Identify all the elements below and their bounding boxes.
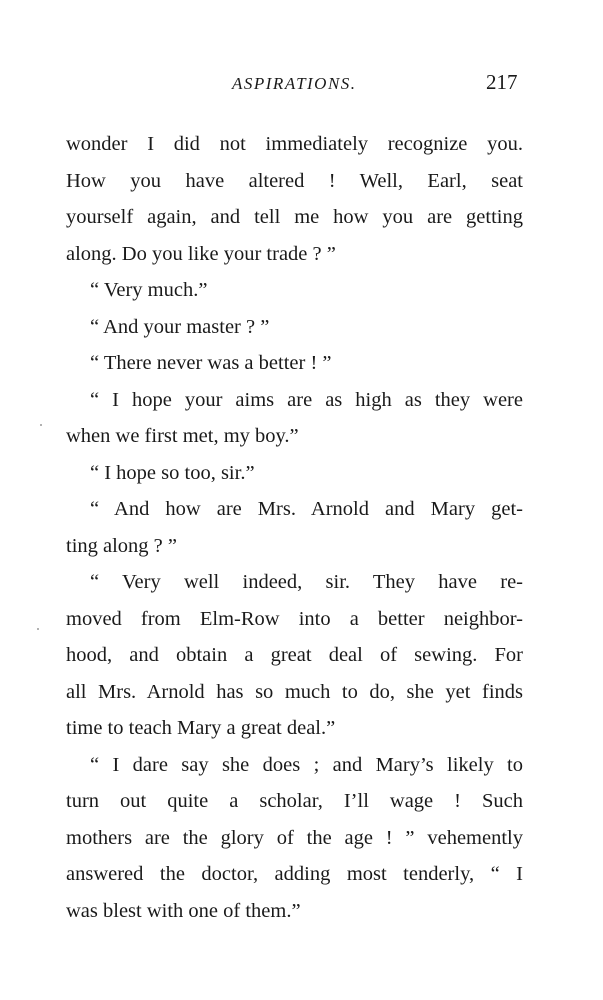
text-line: moved from Elm-Row into a better neighbor-	[66, 607, 523, 630]
text-line: mothers are the glory of the age ! ” vehemently	[66, 826, 523, 849]
text-line: “ Very well indeed, sir. They have re-	[90, 571, 523, 593]
text-line: “ I hope so too, sir.”	[90, 461, 255, 484]
text-line: “ And how are Mrs. Arnold and Mary get-	[90, 498, 523, 520]
text-line: ting along ? ”	[66, 534, 178, 557]
text-line: hood, and obtain a great deal of sewing. For	[66, 644, 523, 666]
text-line: “ And your master ? ”	[90, 315, 270, 338]
text-line: yourself again, and tell me how you are getting	[66, 206, 523, 228]
paper-speck	[40, 424, 42, 426]
text-line: answered the doctor, adding most tenderly, “ I	[66, 863, 523, 885]
text-line: along. Do you like your trade ? ”	[66, 242, 336, 265]
page-number: 217	[486, 70, 518, 94]
text-line: How you have altered ! Well, Earl, seat	[66, 169, 523, 192]
text-line: “ I hope your aims are as high as they were	[90, 388, 523, 411]
running-title: ASPIRATIONS.	[232, 74, 357, 93]
paper-speck	[37, 628, 39, 630]
text-line: “ There never was a better ! ”	[90, 352, 332, 374]
text-line: “ I dare say she does ; and Mary’s likely to	[90, 753, 523, 776]
body-text	[66, 126, 523, 929]
text-line: was blest with one of them.”	[66, 899, 301, 922]
text-line: all Mrs. Arnold has so much to do, she yet finds	[66, 680, 523, 703]
text-line: time to teach Mary a great deal.”	[66, 717, 336, 739]
text-line: “ Very much.”	[90, 279, 208, 301]
text-line: when we first met, my boy.”	[66, 425, 299, 447]
text-line: wonder I did not immediately recognize you.	[66, 133, 523, 155]
text-line: turn out quite a scholar, I’ll wage ! Such	[66, 790, 523, 812]
running-header	[0, 68, 603, 98]
